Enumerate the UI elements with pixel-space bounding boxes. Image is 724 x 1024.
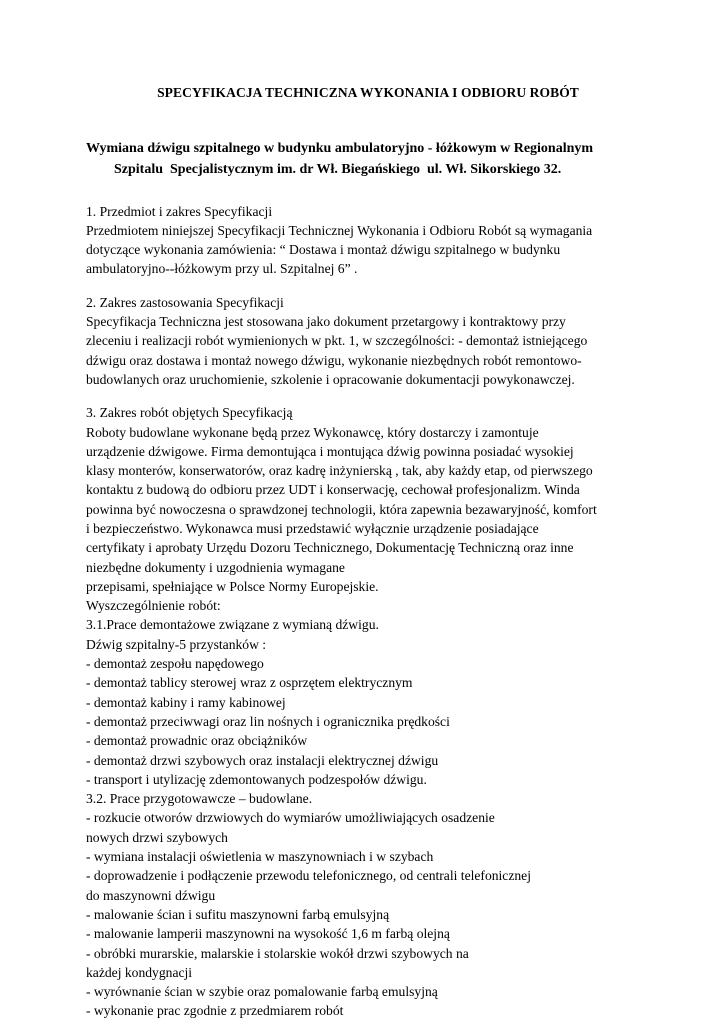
section-2 (86, 293, 650, 389)
text-line: - wyrównanie ścian w szybie oraz pomalowanie farbą emulsyjną (86, 984, 438, 1000)
text-line: do maszynowni dźwigu (86, 887, 216, 903)
page-title: SPECYFIKACJA TECHNICZNA WYKONANIA I ODBIORU ROBÓT (157, 85, 579, 100)
text-line: przepisami, spełniające w Polsce Normy Europejskie. (86, 578, 379, 594)
text-line: 3.1.Prace demontażowe związane z wymianą dźwigu. (86, 617, 379, 633)
text-line: - obróbki murarskie, malarskie i stolarskie wokół drzwi szybowych na (86, 945, 469, 961)
text-line: - demontaż przeciwwagi oraz lin nośnych i ogranicznika prędkości (86, 713, 450, 729)
text-line: Specyfikacja Techniczna jest stosowana jako dokument przetargowy i kontraktowy przy (86, 314, 566, 330)
section-1 (86, 202, 650, 279)
text-line: i bezpieczeństwo. Wykonawca musi przedstawić wyłącznie urządzenie posiadające (86, 521, 539, 536)
text-line: 3. Zakres robót objętych Specyfikacją (86, 405, 293, 421)
text-line: klasy monterów, konserwatorów, oraz kadrę inżynierską , tak, aby każdy etap, od pierwszego (86, 463, 593, 479)
section-3 (86, 403, 650, 1021)
text-line: ambulatoryjno--łóżkowym przy ul. Szpitalnej 6” . (86, 261, 358, 277)
text-line: - doprowadzenie i podłączenie przewodu telefonicznego, od centrali telefonicznej (86, 868, 531, 884)
text-line: - malowanie lamperii maszynowni na wysokość 1,6 m farbą olejną (86, 926, 450, 942)
text-line: certyfikaty i aprobaty Urzędu Dozoru Technicznego, Dokumentację Techniczną oraz inne (86, 540, 574, 556)
text-line: - wymiana instalacji oświetlenia w maszynowniach i w szybach (86, 849, 434, 865)
document-subtitle (86, 138, 650, 180)
text-line: - transport i utylizację zdemontowanych podzespołów dźwigu. (86, 771, 427, 787)
text-line: budowlanych oraz uruchomienie, szkolenie i opracowanie dokumentacji powykonawczej. (86, 371, 575, 387)
text-line: każdej kondygnacji (86, 964, 193, 980)
text-line: dźwigu oraz dostawa i montaż nowego dźwigu, wykonanie niezbędnych robót remontowo- (86, 352, 582, 368)
text-line: - rozkucie otworów drzwiowych do wymiarów umożliwiających osadzenie (86, 810, 495, 826)
text-line: urządzenie dźwigowe. Firma demontująca i montująca dźwig powinna posiadać wysokiej (86, 443, 574, 459)
text-line: niezbędne dokumenty i uzgodnienia wymagane (86, 559, 345, 575)
text-line: - demontaż zespołu napędowego (86, 656, 264, 672)
document-body (86, 202, 650, 1021)
text-line: - demontaż drzwi szybowych oraz instalacji elektrycznej dźwigu (86, 752, 439, 768)
text-line: zleceniu i realizacji robót wymienionych w pkt. 1, w szczególności: - demontaż istniejącego (86, 333, 588, 349)
text-line: 2. Zakres zastosowania Specyfikacji (86, 294, 284, 310)
text-line: - demontaż kabiny i ramy kabinowej (86, 694, 286, 710)
text-line: - demontaż tablicy sterowej wraz z osprzętem elektrycznym (86, 675, 413, 691)
text-line: Dźwig szpitalny-5 przystanków : (86, 636, 267, 652)
text-line: Roboty budowlane wykonane będą przez Wykonawcę, który dostarczy i zamontuje (86, 424, 539, 440)
text-line: - malowanie ścian i sufitu maszynowni farbą emulsyjną (86, 906, 390, 922)
text-line: nowych drzwi szybowych (86, 829, 228, 845)
text-line: - demontaż prowadnic oraz obciążników (86, 733, 308, 749)
text-line: powinna być nowoczesna o sprawdzonej technologii, która zapewnia bezawaryjność, komfort (86, 501, 597, 517)
subtitle-line-2: Szpitalu Specjalistycznym im. dr Wł. Biegańskiego ul. Wł. Sikorskiego 32. (114, 161, 562, 177)
text-line: Przedmiotem niniejszej Specyfikacji Technicznej Wykonania i Odbioru Robót są wymagania (86, 222, 593, 238)
text-line: kontaktu z budową do odbioru przez UDT i konserwację, cechował profesjonalizm. Winda (86, 482, 580, 498)
text-line: - wykonanie prac zgodnie z przedmiarem robót (86, 1003, 344, 1019)
subtitle-line-1: Wymiana dźwigu szpitalnego w budynku ambulatoryjno - łóżkowym w Regionalnym (86, 140, 594, 156)
text-line: 3.2. Prace przygotowawcze – budowlane. (86, 791, 313, 807)
text-line: dotyczące wykonania zamówienia: “ Dostawa i montaż dźwigu szpitalnego w budynku (86, 242, 561, 258)
text-line: Wyszczególnienie robót: (86, 598, 221, 614)
text-line: 1. Przedmiot i zakres Specyfikacji (86, 203, 273, 219)
